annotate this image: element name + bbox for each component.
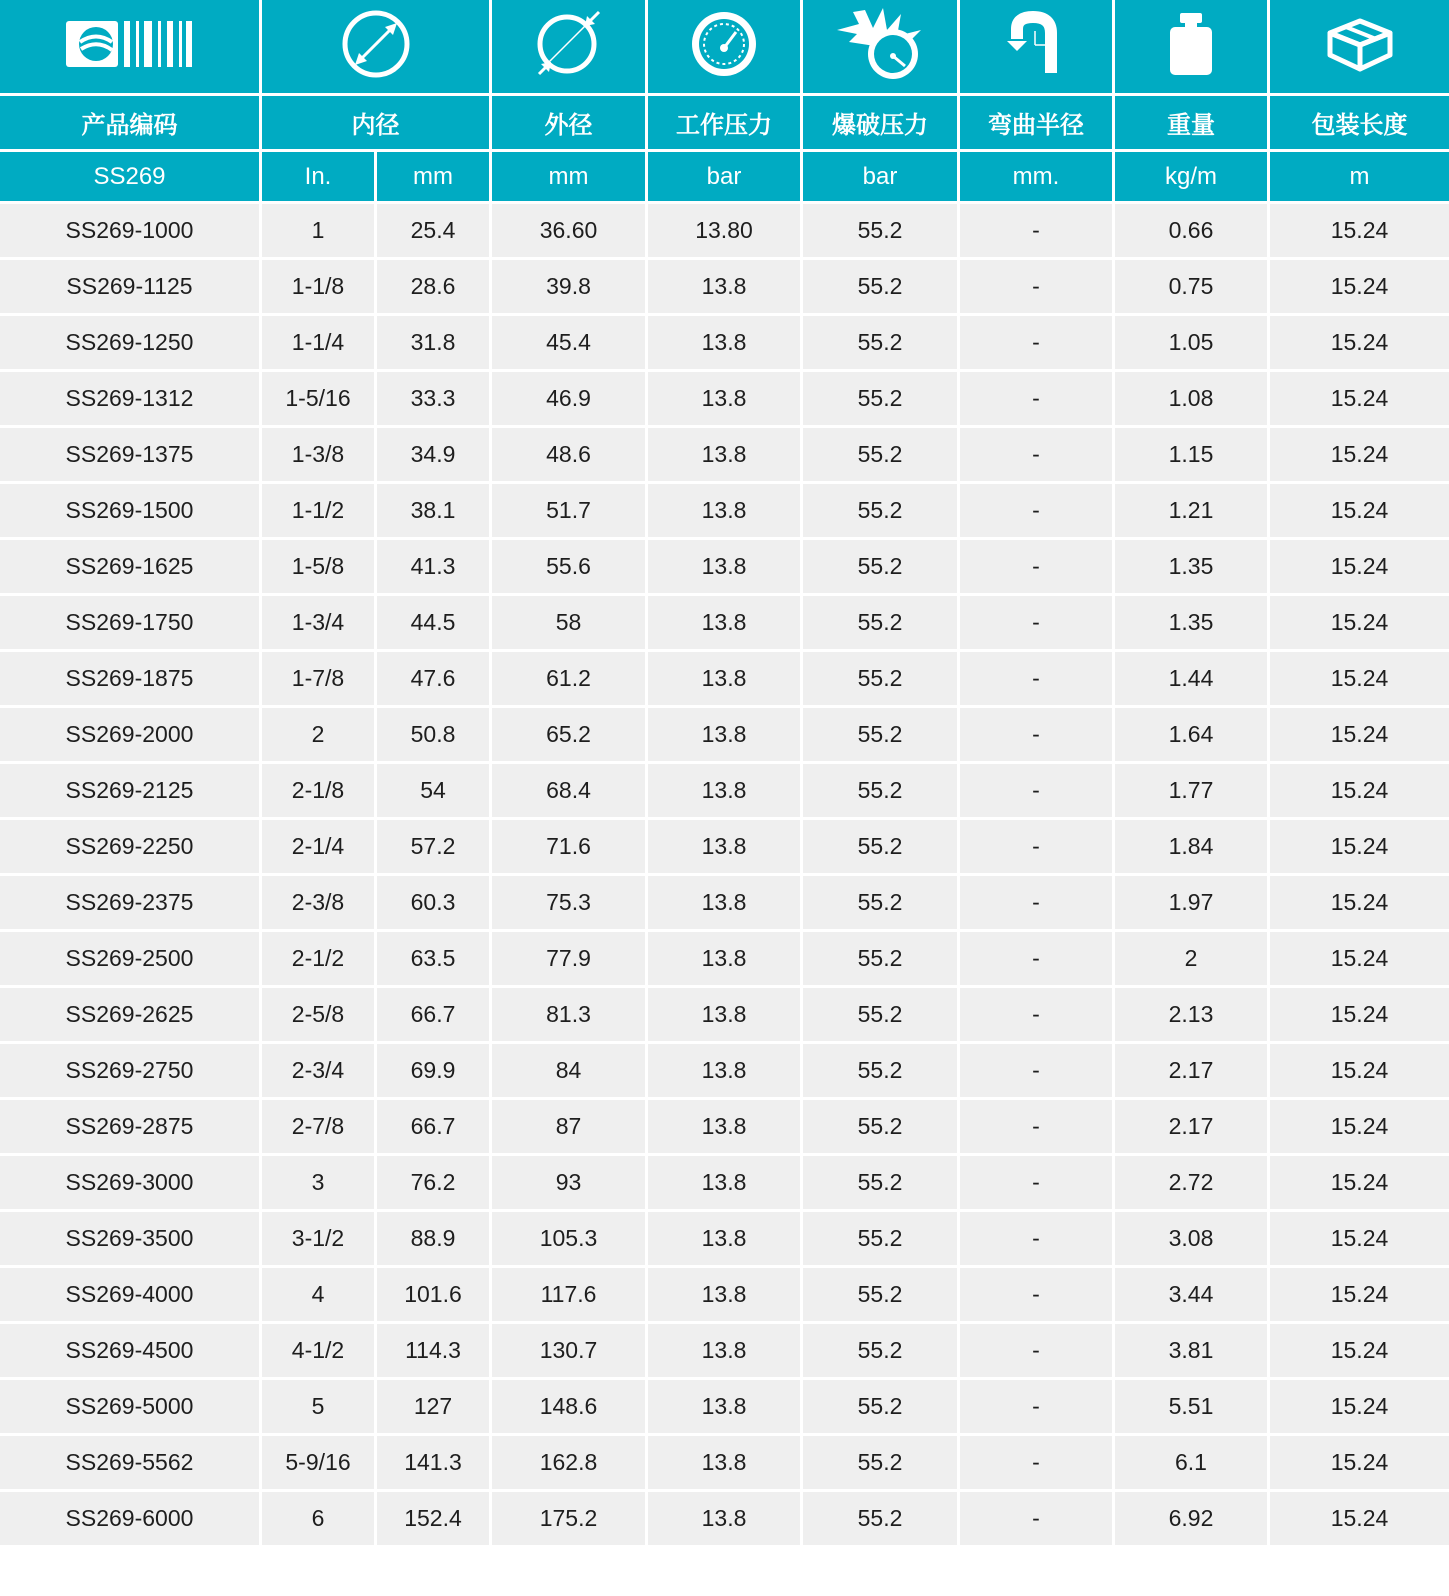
weight-cell: 2	[1115, 932, 1270, 988]
outer-diameter-cell: 84	[492, 1044, 648, 1100]
inner-diameter-in-cell: 1-1/2	[262, 484, 377, 540]
column-title-code: 产品编码	[0, 96, 262, 152]
inner-diameter-in-cell: 1-3/4	[262, 596, 377, 652]
table-row	[0, 1156, 1449, 1212]
package-length-cell: 15.24	[1270, 540, 1449, 596]
inner-diameter-mm-cell: 50.8	[377, 708, 492, 764]
column-title-package-length: 包装长度	[1270, 96, 1449, 152]
package-length-cell: 15.24	[1270, 1156, 1449, 1212]
working-pressure-cell: 13.8	[648, 764, 803, 820]
weight-cell: 1.15	[1115, 428, 1270, 484]
inner-diameter-in-cell: 1-5/8	[262, 540, 377, 596]
outer-diameter-cell: 117.6	[492, 1268, 648, 1324]
product-code-cell: SS269-5000	[0, 1380, 262, 1436]
burst-pressure-cell: 55.2	[803, 764, 960, 820]
product-code-cell: SS269-5562	[0, 1436, 262, 1492]
burst-pressure-cell: 55.2	[803, 428, 960, 484]
burst-pressure-cell: 55.2	[803, 1156, 960, 1212]
inner-diameter-in-cell: 2-7/8	[262, 1100, 377, 1156]
table-row	[0, 764, 1449, 820]
bend-radius-cell: -	[960, 1436, 1115, 1492]
burst-pressure-cell: 55.2	[803, 596, 960, 652]
table-row	[0, 316, 1449, 372]
outer-diameter-cell: 61.2	[492, 652, 648, 708]
outer-diameter-cell: 175.2	[492, 1492, 648, 1548]
weight-icon	[1166, 11, 1216, 77]
package-length-cell: 15.24	[1270, 1044, 1449, 1100]
bend-radius-icon-cell	[960, 0, 1115, 96]
working-pressure-cell: 13.8	[648, 876, 803, 932]
table-row	[0, 1212, 1449, 1268]
product-code-cell: SS269-2375	[0, 876, 262, 932]
inner-diameter-icon	[339, 7, 413, 81]
bend-radius-cell: -	[960, 820, 1115, 876]
table-row	[0, 260, 1449, 316]
weight-cell: 6.1	[1115, 1436, 1270, 1492]
product-code-cell: SS269-4000	[0, 1268, 262, 1324]
burst-pressure-cell: 55.2	[803, 316, 960, 372]
working-pressure-cell: 13.8	[648, 316, 803, 372]
working-pressure-cell: 13.8	[648, 652, 803, 708]
outer-diameter-cell: 162.8	[492, 1436, 648, 1492]
weight-cell: 0.75	[1115, 260, 1270, 316]
inner-diameter-mm-cell: 63.5	[377, 932, 492, 988]
product-code-cell: SS269-4500	[0, 1324, 262, 1380]
unit-burst-pressure: bar	[803, 152, 960, 204]
table-row	[0, 540, 1449, 596]
table-row	[0, 484, 1449, 540]
product-code-cell: SS269-3500	[0, 1212, 262, 1268]
product-code-cell: SS269-2875	[0, 1100, 262, 1156]
table-row	[0, 1268, 1449, 1324]
product-code-cell: SS269-1375	[0, 428, 262, 484]
weight-cell: 1.35	[1115, 596, 1270, 652]
bend-radius-cell: -	[960, 708, 1115, 764]
weight-cell: 3.08	[1115, 1212, 1270, 1268]
inner-diameter-in-cell: 5-9/16	[262, 1436, 377, 1492]
product-code-cell: SS269-2125	[0, 764, 262, 820]
burst-pressure-icon	[835, 6, 925, 82]
weight-icon-cell	[1115, 0, 1270, 96]
working-pressure-cell: 13.8	[648, 428, 803, 484]
weight-cell: 0.66	[1115, 204, 1270, 260]
product-code-cell: SS269-2625	[0, 988, 262, 1044]
outer-diameter-cell: 87	[492, 1100, 648, 1156]
bend-radius-cell: -	[960, 596, 1115, 652]
inner-diameter-in-cell: 4-1/2	[262, 1324, 377, 1380]
product-code-cell: SS269-1875	[0, 652, 262, 708]
package-length-cell: 15.24	[1270, 1268, 1449, 1324]
weight-cell: 1.05	[1115, 316, 1270, 372]
product-code-cell: SS269-1250	[0, 316, 262, 372]
unit-inner-diameter-mm: mm	[377, 152, 492, 204]
table-row	[0, 932, 1449, 988]
inner-diameter-in-cell: 1-5/16	[262, 372, 377, 428]
column-title-bend-radius: 弯曲半径	[960, 96, 1115, 152]
weight-cell: 2.72	[1115, 1156, 1270, 1212]
table-row	[0, 428, 1449, 484]
unit-row	[0, 152, 1449, 204]
table-row	[0, 1324, 1449, 1380]
burst-pressure-icon-cell	[803, 0, 960, 96]
inner-diameter-in-cell: 1-1/8	[262, 260, 377, 316]
weight-cell: 1.64	[1115, 708, 1270, 764]
inner-diameter-mm-cell: 31.8	[377, 316, 492, 372]
table-row	[0, 708, 1449, 764]
bend-radius-icon	[1005, 11, 1067, 77]
burst-pressure-cell: 55.2	[803, 652, 960, 708]
burst-pressure-cell: 55.2	[803, 204, 960, 260]
bend-radius-cell: -	[960, 1380, 1115, 1436]
bend-radius-cell: -	[960, 484, 1115, 540]
inner-diameter-mm-cell: 127	[377, 1380, 492, 1436]
weight-cell: 3.44	[1115, 1268, 1270, 1324]
package-length-cell: 15.24	[1270, 764, 1449, 820]
burst-pressure-cell: 55.2	[803, 1324, 960, 1380]
column-title-row	[0, 96, 1449, 152]
outer-diameter-icon	[529, 4, 609, 84]
package-length-cell: 15.24	[1270, 1492, 1449, 1548]
unit-series-code: SS269	[0, 152, 262, 204]
outer-diameter-cell: 93	[492, 1156, 648, 1212]
unit-package-length: m	[1270, 152, 1449, 204]
working-pressure-cell: 13.8	[648, 1436, 803, 1492]
inner-diameter-mm-cell: 66.7	[377, 1100, 492, 1156]
bend-radius-cell: -	[960, 1212, 1115, 1268]
product-code-cell: SS269-3000	[0, 1156, 262, 1212]
inner-diameter-mm-cell: 76.2	[377, 1156, 492, 1212]
burst-pressure-cell: 55.2	[803, 932, 960, 988]
package-length-cell: 15.24	[1270, 596, 1449, 652]
inner-diameter-in-cell: 2-1/8	[262, 764, 377, 820]
inner-diameter-mm-cell: 141.3	[377, 1436, 492, 1492]
burst-pressure-cell: 55.2	[803, 1436, 960, 1492]
weight-cell: 3.81	[1115, 1324, 1270, 1380]
table-row	[0, 988, 1449, 1044]
package-length-cell: 15.24	[1270, 484, 1449, 540]
inner-diameter-mm-cell: 25.4	[377, 204, 492, 260]
product-code-cell: SS269-2500	[0, 932, 262, 988]
working-pressure-cell: 13.8	[648, 372, 803, 428]
product-code-cell: SS269-1750	[0, 596, 262, 652]
bend-radius-cell: -	[960, 428, 1115, 484]
burst-pressure-cell: 55.2	[803, 484, 960, 540]
table-row	[0, 1492, 1449, 1548]
outer-diameter-cell: 51.7	[492, 484, 648, 540]
bend-radius-cell: -	[960, 652, 1115, 708]
package-length-cell: 15.24	[1270, 1212, 1449, 1268]
table-row	[0, 1044, 1449, 1100]
inner-diameter-mm-cell: 47.6	[377, 652, 492, 708]
outer-diameter-cell: 36.60	[492, 204, 648, 260]
product-code-cell: SS269-1000	[0, 204, 262, 260]
inner-diameter-in-cell: 4	[262, 1268, 377, 1324]
bend-radius-cell: -	[960, 260, 1115, 316]
outer-diameter-cell: 77.9	[492, 932, 648, 988]
outer-diameter-cell: 65.2	[492, 708, 648, 764]
inner-diameter-mm-cell: 66.7	[377, 988, 492, 1044]
working-pressure-cell: 13.8	[648, 260, 803, 316]
bend-radius-cell: -	[960, 1044, 1115, 1100]
outer-diameter-cell: 81.3	[492, 988, 648, 1044]
unit-weight: kg/m	[1115, 152, 1270, 204]
table-row	[0, 1100, 1449, 1156]
inner-diameter-in-cell: 3-1/2	[262, 1212, 377, 1268]
package-box-icon	[1324, 13, 1396, 75]
working-pressure-icon-cell	[648, 0, 803, 96]
burst-pressure-cell: 55.2	[803, 1044, 960, 1100]
outer-diameter-cell: 148.6	[492, 1380, 648, 1436]
working-pressure-cell: 13.8	[648, 708, 803, 764]
product-code-cell: SS269-2750	[0, 1044, 262, 1100]
burst-pressure-cell: 55.2	[803, 1268, 960, 1324]
inner-diameter-in-cell: 1	[262, 204, 377, 260]
product-code-cell: SS269-2250	[0, 820, 262, 876]
unit-bend-radius: mm.	[960, 152, 1115, 204]
table-body	[0, 204, 1449, 1548]
unit-working-pressure: bar	[648, 152, 803, 204]
working-pressure-cell: 13.8	[648, 1100, 803, 1156]
outer-diameter-cell: 58	[492, 596, 648, 652]
inner-diameter-mm-cell: 54	[377, 764, 492, 820]
inner-diameter-in-cell: 6	[262, 1492, 377, 1548]
bend-radius-cell: -	[960, 204, 1115, 260]
product-code-cell: SS269-1625	[0, 540, 262, 596]
package-length-cell: 15.24	[1270, 204, 1449, 260]
package-length-cell: 15.24	[1270, 1380, 1449, 1436]
working-pressure-cell: 13.8	[648, 596, 803, 652]
working-pressure-cell: 13.8	[648, 1212, 803, 1268]
bend-radius-cell: -	[960, 1268, 1115, 1324]
product-code-cell: SS269-1312	[0, 372, 262, 428]
column-title-outer-diameter: 外径	[492, 96, 648, 152]
outer-diameter-cell: 105.3	[492, 1212, 648, 1268]
table-row	[0, 1436, 1449, 1492]
table-row	[0, 204, 1449, 260]
working-pressure-cell: 13.8	[648, 1380, 803, 1436]
package-length-cell: 15.24	[1270, 316, 1449, 372]
inner-diameter-mm-cell: 44.5	[377, 596, 492, 652]
inner-diameter-mm-cell: 152.4	[377, 1492, 492, 1548]
column-title-burst-pressure: 爆破压力	[803, 96, 960, 152]
weight-cell: 2.17	[1115, 1100, 1270, 1156]
outer-diameter-cell: 130.7	[492, 1324, 648, 1380]
inner-diameter-in-cell: 5	[262, 1380, 377, 1436]
weight-cell: 1.44	[1115, 652, 1270, 708]
working-pressure-cell: 13.8	[648, 1156, 803, 1212]
weight-cell: 5.51	[1115, 1380, 1270, 1436]
weight-cell: 1.35	[1115, 540, 1270, 596]
burst-pressure-cell: 55.2	[803, 988, 960, 1044]
bend-radius-cell: -	[960, 540, 1115, 596]
inner-diameter-mm-cell: 34.9	[377, 428, 492, 484]
burst-pressure-cell: 55.2	[803, 1100, 960, 1156]
outer-diameter-cell: 71.6	[492, 820, 648, 876]
inner-diameter-mm-cell: 28.6	[377, 260, 492, 316]
burst-pressure-cell: 55.2	[803, 1212, 960, 1268]
brand-logo-cell	[0, 0, 262, 96]
working-pressure-gauge-icon	[688, 8, 760, 80]
column-title-inner-diameter: 内径	[262, 96, 492, 152]
brand-logo-icon	[64, 17, 196, 71]
inner-diameter-in-cell: 2-3/4	[262, 1044, 377, 1100]
burst-pressure-cell: 55.2	[803, 260, 960, 316]
inner-diameter-mm-cell: 57.2	[377, 820, 492, 876]
outer-diameter-cell: 75.3	[492, 876, 648, 932]
bend-radius-cell: -	[960, 1156, 1115, 1212]
outer-diameter-cell: 46.9	[492, 372, 648, 428]
bend-radius-cell: -	[960, 876, 1115, 932]
working-pressure-cell: 13.8	[648, 932, 803, 988]
outer-diameter-icon-cell	[492, 0, 648, 96]
package-length-cell: 15.24	[1270, 820, 1449, 876]
burst-pressure-cell: 55.2	[803, 1492, 960, 1548]
inner-diameter-in-cell: 2-1/4	[262, 820, 377, 876]
outer-diameter-cell: 45.4	[492, 316, 648, 372]
column-title-weight: 重量	[1115, 96, 1270, 152]
outer-diameter-cell: 39.8	[492, 260, 648, 316]
bend-radius-cell: -	[960, 1324, 1115, 1380]
inner-diameter-mm-cell: 60.3	[377, 876, 492, 932]
bend-radius-cell: -	[960, 1100, 1115, 1156]
working-pressure-cell: 13.8	[648, 1324, 803, 1380]
package-length-cell: 15.24	[1270, 1436, 1449, 1492]
weight-cell: 1.21	[1115, 484, 1270, 540]
unit-inner-diameter-in: In.	[262, 152, 377, 204]
package-length-cell: 15.24	[1270, 876, 1449, 932]
inner-diameter-in-cell: 3	[262, 1156, 377, 1212]
product-code-cell: SS269-6000	[0, 1492, 262, 1548]
weight-cell: 1.97	[1115, 876, 1270, 932]
unit-outer-diameter: mm	[492, 152, 648, 204]
weight-cell: 6.92	[1115, 1492, 1270, 1548]
package-length-cell: 15.24	[1270, 988, 1449, 1044]
inner-diameter-mm-cell: 101.6	[377, 1268, 492, 1324]
package-icon-cell	[1270, 0, 1449, 96]
weight-cell: 1.08	[1115, 372, 1270, 428]
package-length-cell: 15.24	[1270, 372, 1449, 428]
burst-pressure-cell: 55.2	[803, 372, 960, 428]
package-length-cell: 15.24	[1270, 1100, 1449, 1156]
inner-diameter-in-cell: 1-7/8	[262, 652, 377, 708]
table-row	[0, 652, 1449, 708]
inner-diameter-mm-cell: 33.3	[377, 372, 492, 428]
bend-radius-cell: -	[960, 764, 1115, 820]
working-pressure-cell: 13.8	[648, 540, 803, 596]
bend-radius-cell: -	[960, 372, 1115, 428]
inner-diameter-icon-cell	[262, 0, 492, 96]
weight-cell: 1.77	[1115, 764, 1270, 820]
working-pressure-cell: 13.8	[648, 1044, 803, 1100]
inner-diameter-in-cell: 1-1/4	[262, 316, 377, 372]
table-row	[0, 876, 1449, 932]
weight-cell: 2.13	[1115, 988, 1270, 1044]
burst-pressure-cell: 55.2	[803, 876, 960, 932]
table-row	[0, 596, 1449, 652]
package-length-cell: 15.24	[1270, 708, 1449, 764]
package-length-cell: 15.24	[1270, 260, 1449, 316]
inner-diameter-in-cell: 1-3/8	[262, 428, 377, 484]
inner-diameter-mm-cell: 41.3	[377, 540, 492, 596]
working-pressure-cell: 13.80	[648, 204, 803, 260]
inner-diameter-mm-cell: 38.1	[377, 484, 492, 540]
burst-pressure-cell: 55.2	[803, 540, 960, 596]
outer-diameter-cell: 48.6	[492, 428, 648, 484]
weight-cell: 1.84	[1115, 820, 1270, 876]
product-code-cell: SS269-2000	[0, 708, 262, 764]
working-pressure-cell: 13.8	[648, 484, 803, 540]
inner-diameter-in-cell: 2-3/8	[262, 876, 377, 932]
bend-radius-cell: -	[960, 988, 1115, 1044]
table-row	[0, 1380, 1449, 1436]
bend-radius-cell: -	[960, 932, 1115, 988]
burst-pressure-cell: 55.2	[803, 820, 960, 876]
weight-cell: 2.17	[1115, 1044, 1270, 1100]
package-length-cell: 15.24	[1270, 1324, 1449, 1380]
bend-radius-cell: -	[960, 316, 1115, 372]
inner-diameter-mm-cell: 114.3	[377, 1324, 492, 1380]
package-length-cell: 15.24	[1270, 652, 1449, 708]
inner-diameter-in-cell: 2-5/8	[262, 988, 377, 1044]
outer-diameter-cell: 55.6	[492, 540, 648, 596]
package-length-cell: 15.24	[1270, 428, 1449, 484]
column-title-working-pressure: 工作压力	[648, 96, 803, 152]
bend-radius-cell: -	[960, 1492, 1115, 1548]
product-code-cell: SS269-1500	[0, 484, 262, 540]
table-row	[0, 372, 1449, 428]
inner-diameter-mm-cell: 69.9	[377, 1044, 492, 1100]
icon-header-row	[0, 0, 1449, 96]
burst-pressure-cell: 55.2	[803, 1380, 960, 1436]
inner-diameter-mm-cell: 88.9	[377, 1212, 492, 1268]
table-row	[0, 820, 1449, 876]
working-pressure-cell: 13.8	[648, 988, 803, 1044]
inner-diameter-in-cell: 2	[262, 708, 377, 764]
outer-diameter-cell: 68.4	[492, 764, 648, 820]
package-length-cell: 15.24	[1270, 932, 1449, 988]
burst-pressure-cell: 55.2	[803, 708, 960, 764]
working-pressure-cell: 13.8	[648, 1492, 803, 1548]
inner-diameter-in-cell: 2-1/2	[262, 932, 377, 988]
product-code-cell: SS269-1125	[0, 260, 262, 316]
working-pressure-cell: 13.8	[648, 1268, 803, 1324]
working-pressure-cell: 13.8	[648, 820, 803, 876]
